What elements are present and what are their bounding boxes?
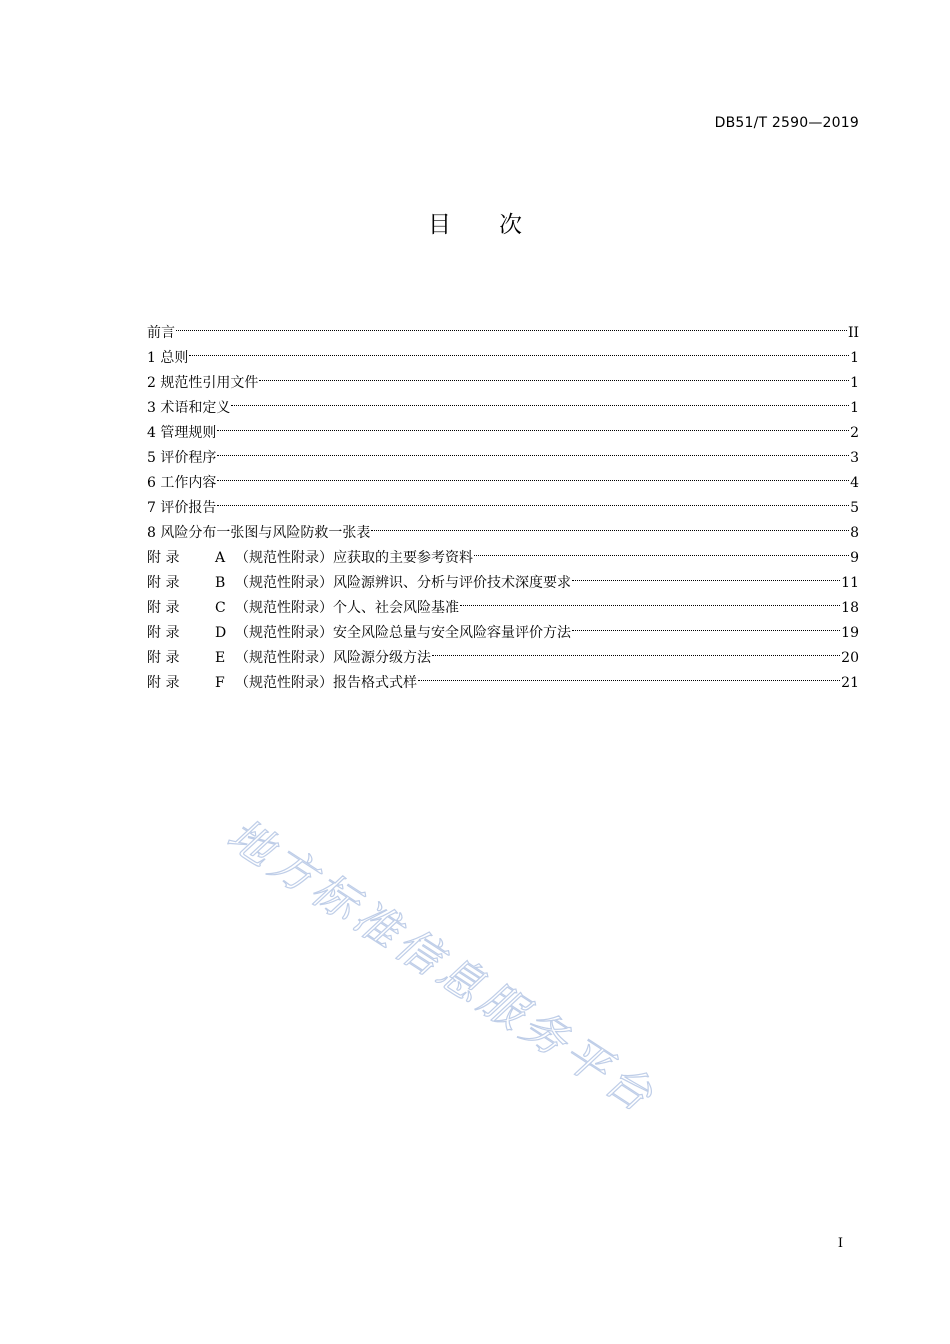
toc-leader-dots (418, 662, 840, 687)
title-char-1: 目 (428, 212, 451, 238)
appendix-word: 附 录 (147, 600, 180, 616)
toc-entry[interactable] (147, 512, 859, 541)
toc-leader-dots (217, 462, 849, 487)
toc-appendix-label (147, 596, 459, 621)
toc-leader-dots (572, 562, 840, 587)
appendix-title: （规范性附录）报告格式式样 (235, 675, 417, 691)
toc-entry-page: 1 (850, 400, 859, 416)
toc-entry-label: 2 规范性引用文件 (147, 375, 259, 391)
toc-entry[interactable] (147, 362, 859, 391)
toc-entry[interactable] (147, 437, 859, 466)
appendix-letter: F (215, 675, 225, 691)
appendix-title: （规范性附录）应获取的主要参考资料 (235, 550, 473, 566)
appendix-title: （规范性附录）风险源分级方法 (235, 650, 431, 666)
toc-leader-dots (176, 312, 847, 337)
toc-leader-dots (259, 362, 849, 387)
toc-leader-dots (371, 512, 849, 537)
appendix-letter: E (215, 650, 226, 666)
appendix-title: （规范性附录）个人、社会风险基准 (235, 600, 459, 616)
toc-entry-page: 4 (850, 475, 859, 491)
toc-leader-dots (460, 587, 840, 612)
toc-entry-page: II (847, 325, 859, 341)
appendix-word: 附 录 (147, 550, 180, 566)
toc-leader-dots (217, 487, 849, 512)
toc-entry-page: 3 (850, 450, 859, 466)
toc-appendix-label (147, 671, 417, 696)
appendix-title: （规范性附录）安全风险总量与安全风险容量评价方法 (235, 625, 571, 641)
watermark-text: 地方标准信息服务平台 (218, 809, 666, 1125)
appendix-letter: B (215, 575, 226, 591)
toc-leader-dots (474, 537, 849, 562)
toc-entry-page: 1 (850, 350, 859, 366)
toc-entry-label: 8 风险分布一张图与风险防救一张表 (147, 525, 371, 541)
toc-leader-dots (572, 612, 840, 637)
toc-leader-dots (217, 437, 849, 462)
toc-entry[interactable] (147, 312, 859, 341)
appendix-letter: D (215, 625, 227, 641)
toc-entry-page: 19 (841, 625, 859, 641)
appendix-word: 附 录 (147, 625, 180, 641)
toc-entry[interactable] (147, 387, 859, 416)
toc-entry[interactable] (147, 487, 859, 516)
toc-leader-dots (217, 412, 849, 437)
toc-appendix-label (147, 646, 431, 671)
toc-entry-page: 2 (850, 425, 859, 441)
toc-entry-label: 5 评价程序 (147, 450, 217, 466)
toc-entry-page: 20 (841, 650, 859, 666)
toc-entry-label: 4 管理规则 (147, 425, 217, 441)
toc-entry[interactable] (147, 462, 859, 491)
toc-entry-label: 1 总则 (147, 350, 189, 366)
standard-code: DB51/T 2590—2019 (714, 115, 859, 131)
appendix-title: （规范性附录）风险源辨识、分析与评价技术深度要求 (235, 575, 571, 591)
toc-leader-dots (231, 387, 849, 412)
toc-entry-page: 8 (850, 525, 859, 541)
toc-entry-page: 11 (841, 575, 859, 591)
appendix-letter: A (215, 550, 226, 566)
toc-entry-label: 前言 (147, 325, 175, 341)
appendix-letter: C (215, 600, 226, 616)
page-title (0, 206, 950, 239)
toc-entry-page: 5 (850, 500, 859, 516)
title-char-2: 次 (499, 212, 522, 238)
toc-entry-page: 18 (841, 600, 859, 616)
toc-entry[interactable] (147, 412, 859, 441)
appendix-word: 附 录 (147, 650, 180, 666)
table-of-contents (147, 312, 859, 691)
toc-entry[interactable] (147, 337, 859, 366)
appendix-word: 附 录 (147, 575, 180, 591)
toc-entry-page: 1 (850, 375, 859, 391)
toc-entry-page: 21 (841, 675, 859, 691)
toc-entry-label: 3 术语和定义 (147, 400, 231, 416)
appendix-word: 附 录 (147, 675, 180, 691)
toc-entry-label: 6 工作内容 (147, 475, 217, 491)
toc-entry-label: 7 评价报告 (147, 500, 217, 516)
toc-entry-page: 9 (850, 550, 859, 566)
footer-page-number: I (837, 1236, 843, 1251)
toc-leader-dots (432, 637, 840, 662)
toc-appendix-label (147, 546, 473, 571)
toc-leader-dots (189, 337, 849, 362)
